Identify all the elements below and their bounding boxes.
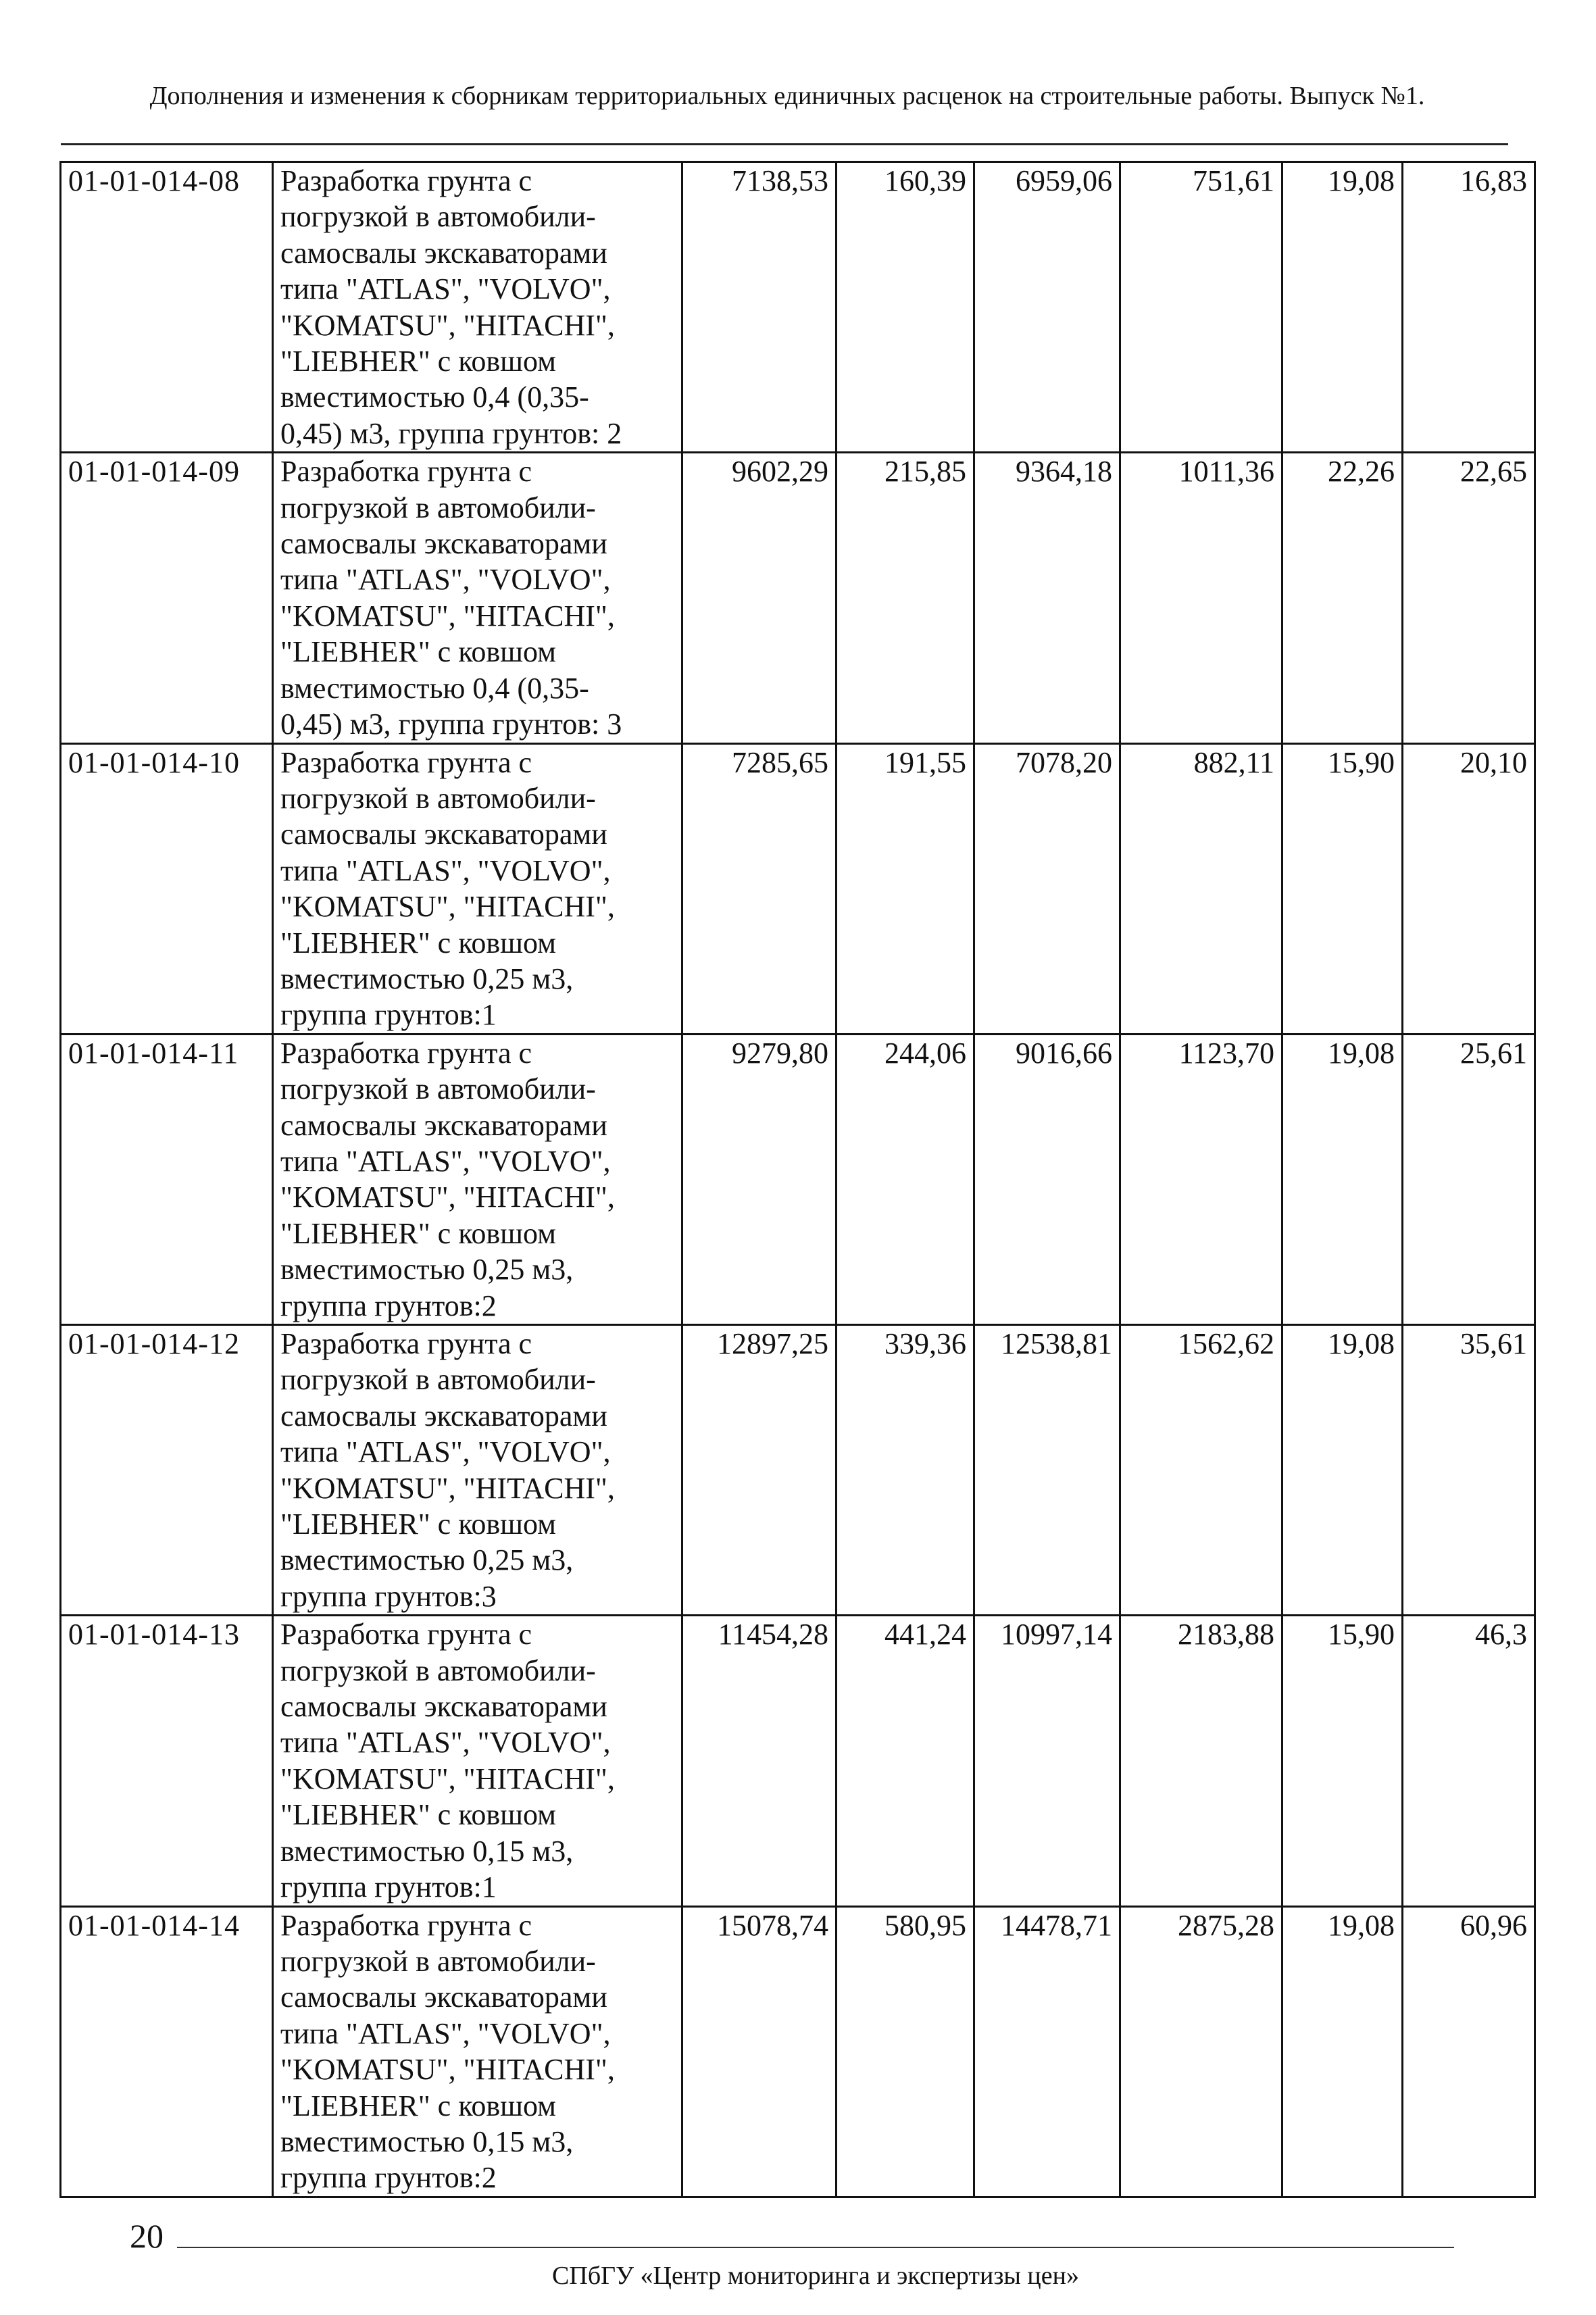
description-line: самосвалы экскаваторами bbox=[280, 527, 607, 561]
total-cost: 11454,28 bbox=[682, 1616, 837, 1906]
machinist-wage: 1123,70 bbox=[1120, 1034, 1282, 1324]
description-line: Разработка грунта с bbox=[280, 164, 532, 197]
description-line: "LIEBHER" с ковшом bbox=[280, 1798, 557, 1832]
description-line: погрузкой в автомобили- bbox=[280, 781, 596, 815]
description-line: 0,45) м3, группа грунтов: 2 bbox=[280, 416, 622, 450]
description-line: "KOMATSU", "HITACHI", bbox=[280, 2053, 615, 2087]
description-line: погрузкой в автомобили- bbox=[280, 1363, 596, 1397]
table-row bbox=[61, 1616, 1535, 1906]
description-line: "LIEBHER" с ковшом bbox=[280, 345, 557, 378]
description-line: Разработка грунта с bbox=[280, 1908, 532, 1942]
description-line: Разработка грунта с bbox=[280, 1618, 532, 1651]
description-line: "LIEBHER" с ковшом bbox=[280, 2089, 557, 2122]
machinist-wage: 1562,62 bbox=[1120, 1325, 1282, 1616]
machinist-hours: 35,61 bbox=[1403, 1325, 1535, 1616]
rate-code: 01-01-014-09 bbox=[61, 453, 273, 743]
rates-table-body bbox=[61, 162, 1535, 2197]
labor-cost: 160,39 bbox=[837, 162, 974, 453]
description-line: погрузкой в автомобили- bbox=[280, 1944, 596, 1978]
description-line: Разработка грунта с bbox=[280, 1327, 532, 1360]
total-cost: 12897,25 bbox=[682, 1325, 837, 1616]
description-line: самосвалы экскаваторами bbox=[280, 1690, 607, 1724]
machine-cost: 9016,66 bbox=[974, 1034, 1120, 1324]
description-line: "LIEBHER" с ковшом bbox=[280, 926, 557, 960]
description-line: самосвалы экскаваторами bbox=[280, 1399, 607, 1433]
labor-hours: 15,90 bbox=[1282, 743, 1403, 1034]
rate-code: 01-01-014-10 bbox=[61, 743, 273, 1034]
description-line: Разработка грунта с bbox=[280, 455, 532, 489]
description-line: типа "ATLAS", "VOLVO", bbox=[280, 2016, 611, 2050]
machine-cost: 14478,71 bbox=[974, 1906, 1120, 2197]
description-line: вместимостью 0,25 м3, bbox=[280, 1253, 574, 1287]
description-line: Разработка грунта с bbox=[280, 745, 532, 779]
work-description bbox=[273, 743, 682, 1034]
description-line: погрузкой в автомобили- bbox=[280, 200, 596, 234]
labor-cost: 580,95 bbox=[837, 1906, 974, 2197]
labor-hours: 15,90 bbox=[1282, 1616, 1403, 1906]
description-line: самосвалы экскаваторами bbox=[280, 1108, 607, 1142]
table-row bbox=[61, 1325, 1535, 1616]
table-row bbox=[61, 743, 1535, 1034]
labor-cost: 191,55 bbox=[837, 743, 974, 1034]
machine-cost: 6959,06 bbox=[974, 162, 1120, 453]
header-divider bbox=[61, 143, 1508, 145]
description-line: "KOMATSU", "HITACHI", bbox=[280, 599, 615, 632]
total-cost: 9602,29 bbox=[682, 453, 837, 743]
description-line: типа "ATLAS", "VOLVO", bbox=[280, 1726, 611, 1760]
description-line: вместимостью 0,15 м3, bbox=[280, 1834, 574, 1868]
description-line: самосвалы экскаваторами bbox=[280, 818, 607, 851]
work-description bbox=[273, 1906, 682, 2197]
description-line: типа "ATLAS", "VOLVO", bbox=[280, 853, 611, 887]
footer-divider bbox=[177, 2247, 1454, 2248]
rates-table bbox=[59, 161, 1536, 2198]
description-line: вместимостью 0,4 (0,35- bbox=[280, 671, 589, 705]
description-line: группа грунтов:2 bbox=[280, 2161, 497, 2195]
labor-hours: 19,08 bbox=[1282, 1906, 1403, 2197]
labor-hours: 19,08 bbox=[1282, 162, 1403, 453]
description-line: самосвалы экскаваторами bbox=[280, 236, 607, 270]
work-description bbox=[273, 1616, 682, 1906]
machine-cost: 12538,81 bbox=[974, 1325, 1120, 1616]
machinist-wage: 751,61 bbox=[1120, 162, 1282, 453]
machinist-hours: 16,83 bbox=[1403, 162, 1535, 453]
description-line: типа "ATLAS", "VOLVO", bbox=[280, 1435, 611, 1469]
labor-cost: 441,24 bbox=[837, 1616, 974, 1906]
description-line: вместимостью 0,25 м3, bbox=[280, 1543, 574, 1577]
machinist-hours: 20,10 bbox=[1403, 743, 1535, 1034]
work-description bbox=[273, 453, 682, 743]
description-line: типа "ATLAS", "VOLVO", bbox=[280, 272, 611, 306]
description-line: вместимостью 0,15 м3, bbox=[280, 2124, 574, 2158]
machinist-wage: 1011,36 bbox=[1120, 453, 1282, 743]
rate-code: 01-01-014-13 bbox=[61, 1616, 273, 1906]
description-line: "KOMATSU", "HITACHI", bbox=[280, 308, 615, 342]
description-line: типа "ATLAS", "VOLVO", bbox=[280, 1144, 611, 1178]
description-line: вместимостью 0,4 (0,35- bbox=[280, 380, 589, 414]
description-line: 0,45) м3, группа грунтов: 3 bbox=[280, 707, 622, 741]
table-row bbox=[61, 1034, 1535, 1324]
description-line: самосвалы экскаваторами bbox=[280, 1981, 607, 2014]
labor-cost: 244,06 bbox=[837, 1034, 974, 1324]
total-cost: 15078,74 bbox=[682, 1906, 837, 2197]
work-description bbox=[273, 1034, 682, 1324]
machinist-wage: 882,11 bbox=[1120, 743, 1282, 1034]
labor-cost: 339,36 bbox=[837, 1325, 974, 1616]
machinist-wage: 2183,88 bbox=[1120, 1616, 1282, 1906]
description-line: "KOMATSU", "HITACHI", bbox=[280, 890, 615, 924]
rate-code: 01-01-014-14 bbox=[61, 1906, 273, 2197]
description-line: "KOMATSU", "HITACHI", bbox=[280, 1180, 615, 1214]
labor-hours: 19,08 bbox=[1282, 1034, 1403, 1324]
page-number: 20 bbox=[130, 2217, 164, 2255]
description-line: "LIEBHER" с ковшом bbox=[280, 635, 557, 669]
labor-cost: 215,85 bbox=[837, 453, 974, 743]
work-description bbox=[273, 1325, 682, 1616]
page-header: Дополнения и изменения к сборникам территориальных единичных расценок на строительные работы. Выпуск №1. bbox=[149, 82, 1425, 110]
machine-cost: 9364,18 bbox=[974, 453, 1120, 743]
description-line: группа грунтов:1 bbox=[280, 998, 497, 1032]
labor-hours: 19,08 bbox=[1282, 1325, 1403, 1616]
description-line: погрузкой в автомобили- bbox=[280, 1653, 596, 1687]
machinist-wage: 2875,28 bbox=[1120, 1906, 1282, 2197]
table-row bbox=[61, 162, 1535, 453]
table-row bbox=[61, 453, 1535, 743]
machine-cost: 7078,20 bbox=[974, 743, 1120, 1034]
total-cost: 7138,53 bbox=[682, 162, 837, 453]
labor-hours: 22,26 bbox=[1282, 453, 1403, 743]
description-line: "KOMATSU", "HITACHI", bbox=[280, 1471, 615, 1505]
total-cost: 7285,65 bbox=[682, 743, 837, 1034]
table-row bbox=[61, 1906, 1535, 2197]
machinist-hours: 22,65 bbox=[1403, 453, 1535, 743]
description-line: группа грунтов:1 bbox=[280, 1870, 497, 1904]
description-line: группа грунтов:2 bbox=[280, 1289, 497, 1322]
rate-code: 01-01-014-12 bbox=[61, 1325, 273, 1616]
rate-code: 01-01-014-08 bbox=[61, 162, 273, 453]
description-line: "LIEBHER" с ковшом bbox=[280, 1508, 557, 1541]
description-line: "LIEBHER" с ковшом bbox=[280, 1216, 557, 1250]
description-line: погрузкой в автомобили- bbox=[280, 491, 596, 524]
machine-cost: 10997,14 bbox=[974, 1616, 1120, 1906]
description-line: типа "ATLAS", "VOLVO", bbox=[280, 563, 611, 597]
rate-code: 01-01-014-11 bbox=[61, 1034, 273, 1324]
description-line: вместимостью 0,25 м3, bbox=[280, 962, 574, 995]
description-line: Разработка грунта с bbox=[280, 1036, 532, 1070]
machinist-hours: 60,96 bbox=[1403, 1906, 1535, 2197]
machinist-hours: 46,3 bbox=[1403, 1616, 1535, 1906]
description-line: "KOMATSU", "HITACHI", bbox=[280, 1762, 615, 1795]
total-cost: 9279,80 bbox=[682, 1034, 837, 1324]
description-line: погрузкой в автомобили- bbox=[280, 1072, 596, 1106]
work-description bbox=[273, 162, 682, 453]
description-line: группа грунтов:3 bbox=[280, 1579, 497, 1613]
machinist-hours: 25,61 bbox=[1403, 1034, 1535, 1324]
footer-organization: СПбГУ «Центр мониторинга и экспертизы цен» bbox=[552, 2262, 1079, 2290]
